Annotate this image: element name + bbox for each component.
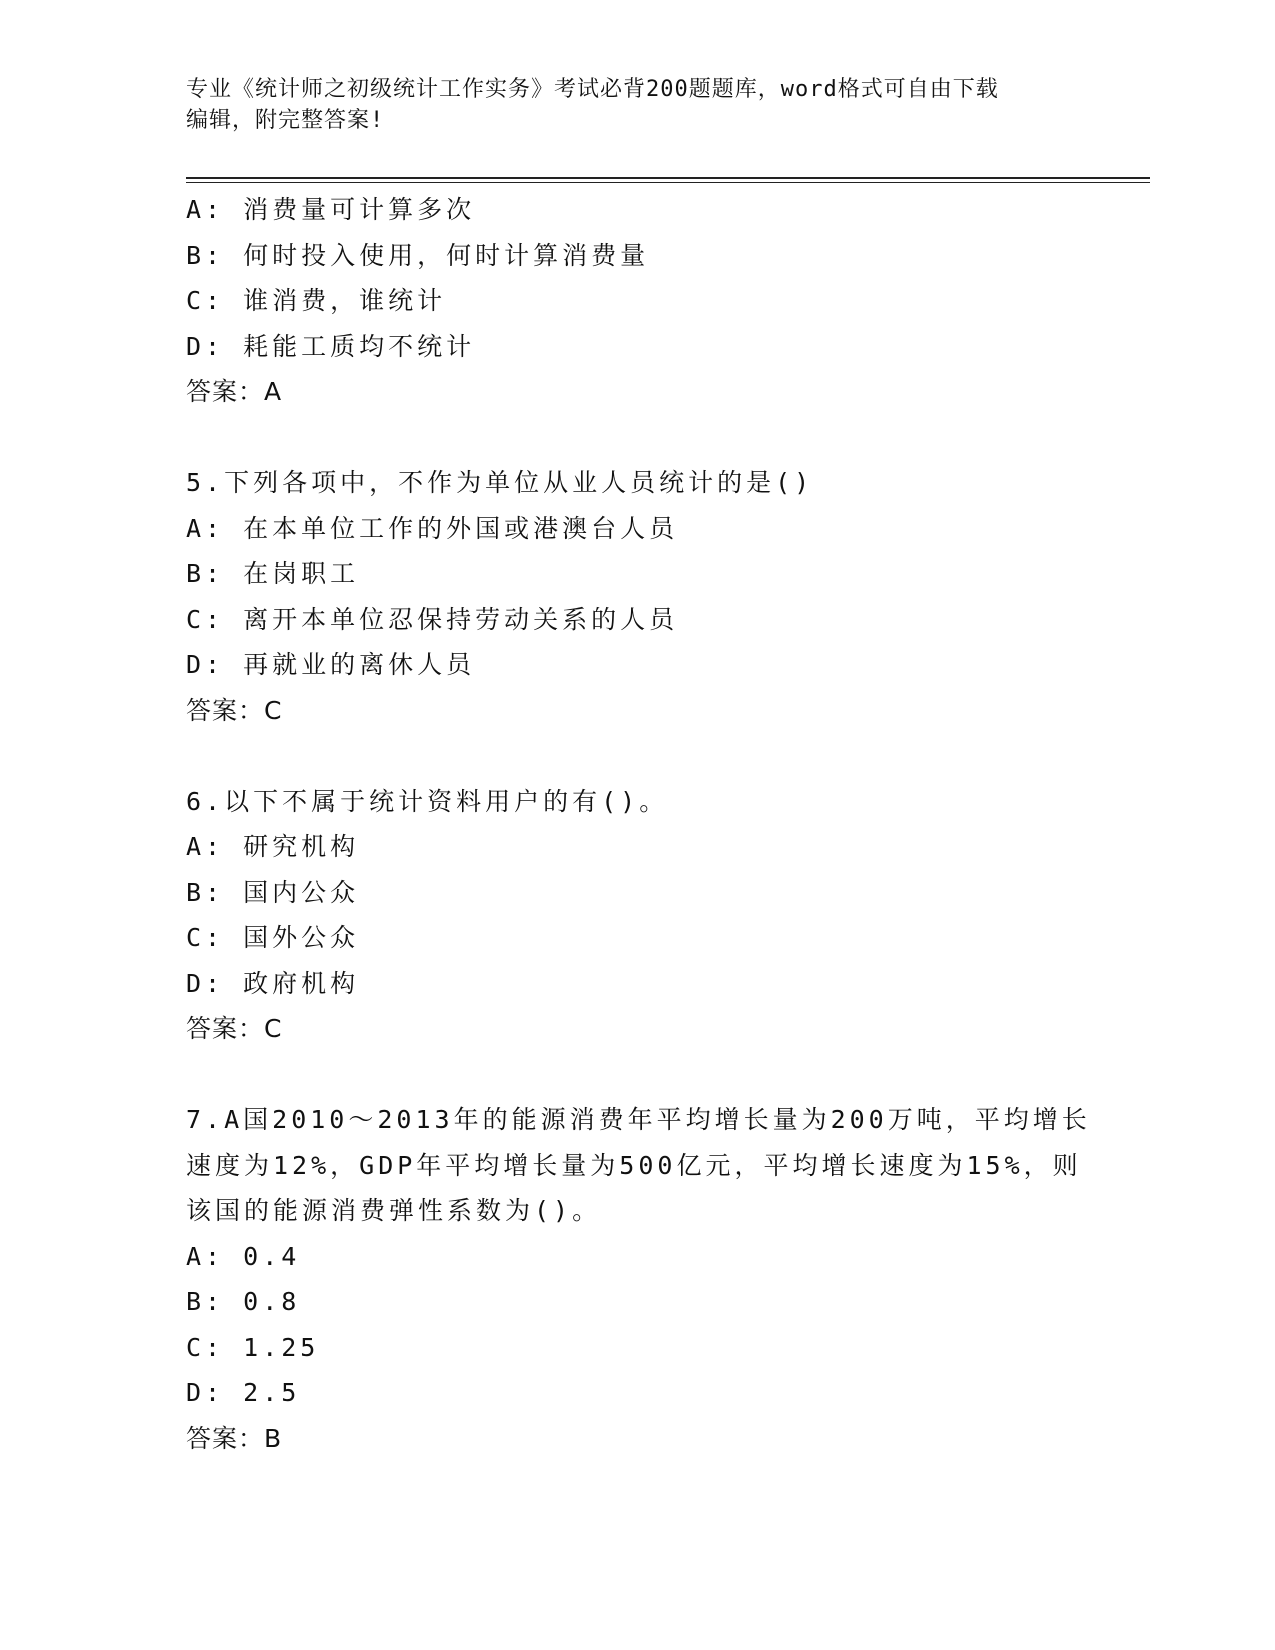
spacer	[186, 415, 1086, 461]
header-divider-thin	[186, 182, 1150, 183]
answer-line: 答案：C	[186, 1014, 283, 1043]
question-block-continued	[186, 187, 1086, 415]
option-a: A: 在本单位工作的外国或港澳台人员	[186, 513, 679, 543]
option-c: C: 国外公众	[186, 923, 360, 952]
option-c: C: 离开本单位忍保持劳动关系的人员	[186, 604, 679, 634]
option-d: D: 政府机构	[186, 968, 360, 998]
question-stem-line-2: 速度为12%，GDP年平均增长量为500亿元，平均增长速度为15%，则	[186, 1150, 1082, 1180]
question-stem-line-1: 7.A国2010～2013年的能源消费年平均增长量为200万吨，平均增长	[186, 1105, 1091, 1134]
question-block-5	[186, 460, 1086, 733]
option-b: B: 在岗职工	[186, 559, 360, 588]
option-d: D: 耗能工质均不统计	[186, 331, 476, 361]
option-b: B: 国内公众	[186, 877, 360, 907]
option-c: C: 1.25	[186, 1332, 320, 1362]
option-d: D: 2.5	[186, 1378, 301, 1407]
question-block-6	[186, 779, 1086, 1052]
question-stem: 5.下列各项中，不作为单位从业人员统计的是()	[186, 468, 814, 497]
question-stem-line-3: 该国的能源消费弹性系数为()。	[186, 1196, 602, 1225]
header-title-line-1: 专业《统计师之初级统计工作实务》考试必背200题题库，word格式可自由下载	[186, 77, 999, 102]
header-divider-thick	[186, 177, 1150, 179]
spacer	[186, 1052, 1086, 1098]
document-header	[186, 74, 1086, 136]
answer-line: 答案：A	[186, 377, 283, 406]
question-list	[186, 187, 1091, 1461]
header-title-line-2: 编辑，附完整答案!	[186, 108, 385, 133]
spacer	[186, 733, 1086, 779]
option-d: D: 再就业的离休人员	[186, 650, 476, 679]
option-b: B: 0.8	[186, 1287, 301, 1316]
option-b: B: 何时投入使用，何时计算消费量	[186, 240, 650, 270]
answer-line: 答案：B	[186, 1423, 283, 1453]
option-c: C: 谁消费，谁统计	[186, 286, 447, 315]
question-block-7	[186, 1097, 1091, 1461]
answer-line: 答案：C	[186, 695, 283, 725]
option-a: A: 0.4	[186, 1241, 301, 1271]
option-a: A: 研究机构	[186, 832, 360, 861]
option-a: A: 消费量可计算多次	[186, 195, 476, 224]
question-stem: 6.以下不属于统计资料用户的有()。	[186, 786, 669, 816]
